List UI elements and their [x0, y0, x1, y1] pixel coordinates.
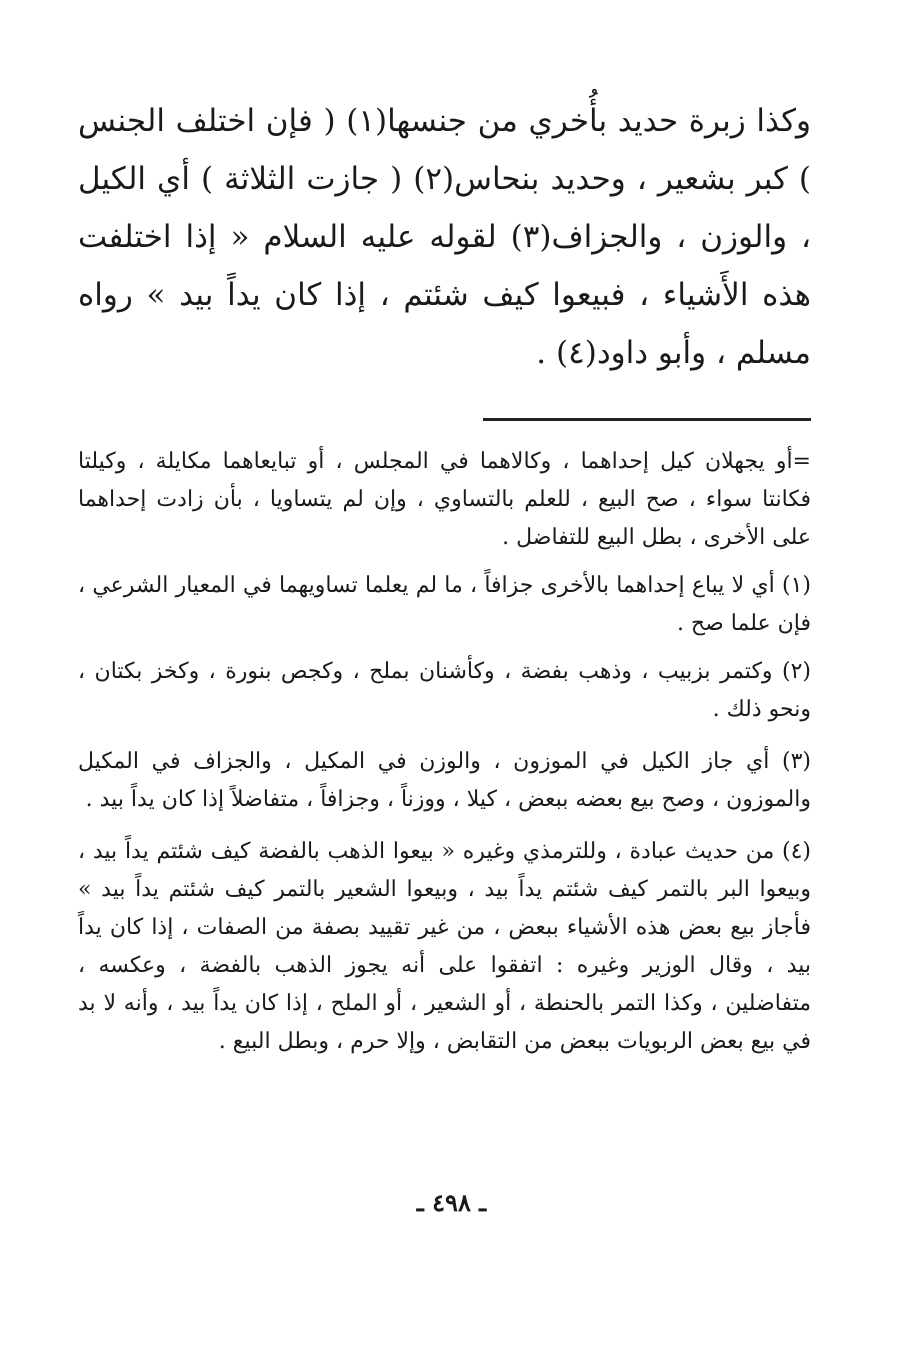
- footnote-4: (٤) من حديث عبادة ، وللترمذي وغيره « بيعوا الذهب بالفضة كيف شئتم يداً بيد ، وبيعوا البر بالتمر كيف شئتم يداً بيد ، وبيعوا الشعير بالتمر كيف شئتم يداً بيد » فأجاز بيع بعض هذه الأشياء ببعض ، من غير تقييد بصفة من الصفات ، إذا كان يداً بيد ، وقال الوزير وغيره : اتفقوا على أنه يجوز الذهب بالفضة ، وعكسه ، متفاضلين ، وكذا التمر بالحنطة ، أو الشعير ، أو الملح ، إذا كان يداً بيد ، وأنه لا بد في بيع بعض الربويات ببعض من التقابض ، وإلا حرم ، وبطل البيع .: [78, 839, 811, 1054]
- main-text: [78, 92, 811, 382]
- footnote-1: (١) أي لا يباع إحداهما بالأخرى جزافاً ، ما لم يعلما تساويهما في المعيار الشرعي ، فإن علما صح .: [78, 573, 811, 636]
- footnote-2: (٢) وكتمر بزبيب ، وذهب بفضة ، وكأشنان بملح ، وكجص بنورة ، وكخز بكتان ، ونحو ذلك .: [78, 659, 811, 722]
- page-number: ـ ٤٩٨ ـ: [416, 1188, 487, 1217]
- main-paragraph: وكذا زبرة حديد بأُخري من جنسها(١) ( فإن اختلف الجنس ) كبر بشعير ، وحديد بنحاس(٢) ( جازت الثلاثة ) أي الكيل ، والوزن ، والجزاف(٣) لقوله عليه السلام « إذا اختلفت هذه الأَشياء ، فبيعوا كيف شئتم ، إذا كان يداً بيد » رواه مسلم ، وأبو داود(٤) .: [78, 103, 812, 371]
- footnote-continuation: =أو يجهلان كيل إحداهما ، وكالاهما في المجلس ، أو تبايعاهما مكايلة ، وكيلتا فكانتا سواء ، صح البيع ، للعلم بالتساوي ، وإن لم يتساويا ، بأن زادت إحداهما على الأخرى ، بطل البيع للتفاضل .: [78, 449, 811, 550]
- footnotes-section: [78, 443, 811, 1061]
- footnote-divider: [483, 418, 811, 421]
- footnote-3: (٣) أي جاز الكيل في الموزون ، والوزن في المكيل ، والجزاف في المكيل والموزون ، وصح بيع بعضه ببعض ، كيلا ، ووزناً ، وجزافاً ، متفاضلاً إذا كان يداً بيد .: [78, 749, 811, 812]
